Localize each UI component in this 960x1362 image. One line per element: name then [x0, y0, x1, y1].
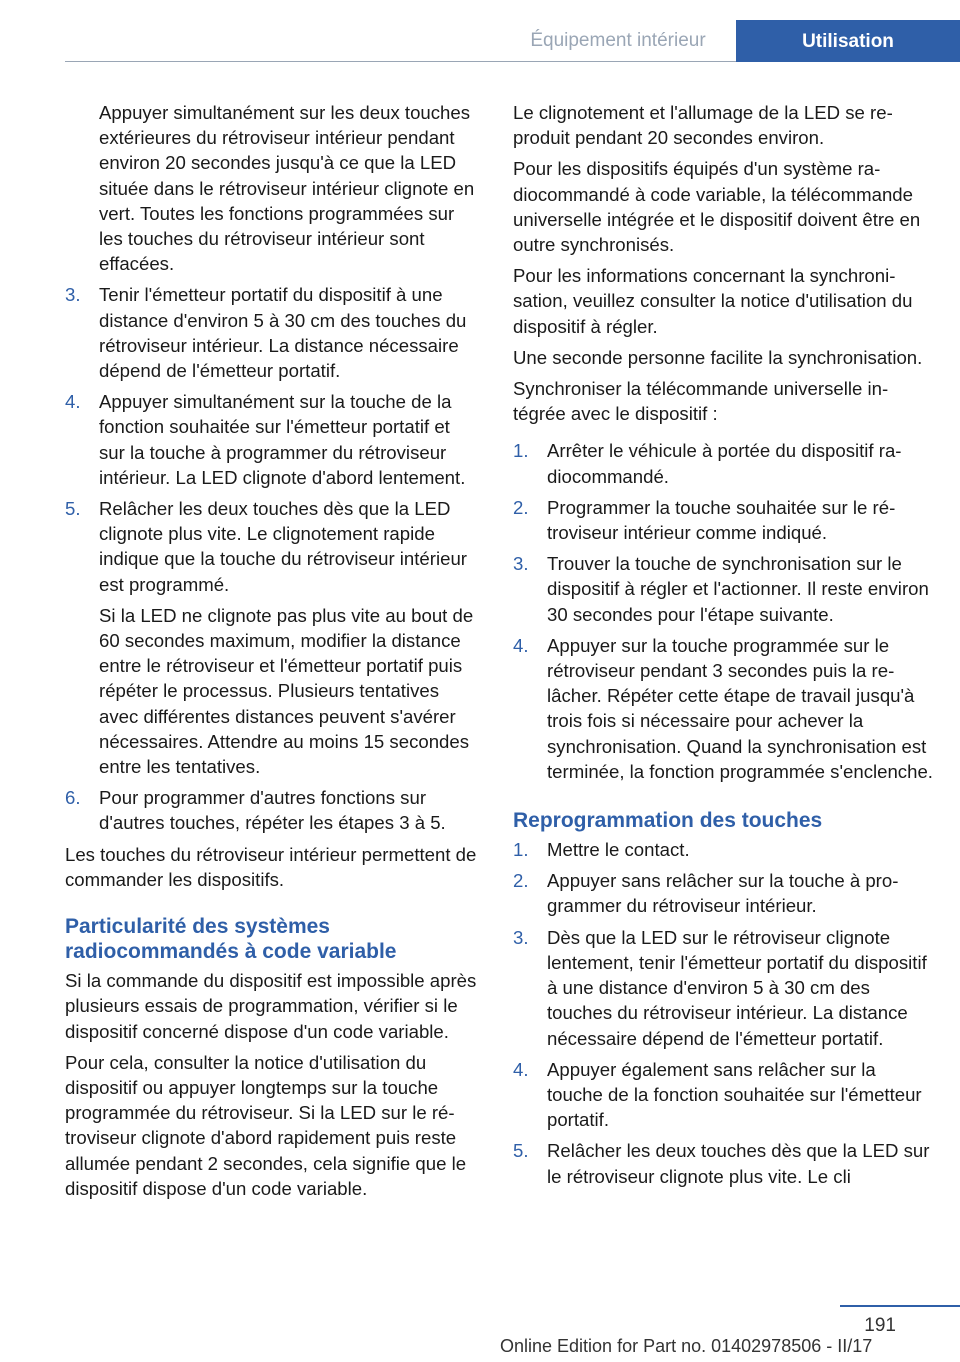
step-number: 5.	[513, 1140, 529, 1162]
step-number: 1.	[513, 839, 529, 861]
section-heading: Particularité des systèmes radiocommandés à code variable	[65, 915, 397, 964]
list-item	[65, 785, 480, 835]
body-paragraph: Le clignotement et l'allumage de la LED se reproduit pendant 20 secondes environ.	[513, 102, 893, 149]
body-paragraph: Pour cela, consulter la notice d'utilisation du dispositif ou appuyer longtemps sur la touche programmée du rétroviseur. Si la LED sur le rétroviseur clignote d'abord rapidement puis reste allumée pendant 2 secondes, cela signifie que le dispositif dispose d'un code variable.	[65, 1051, 467, 1199]
list-item	[513, 1138, 933, 1188]
body-paragraph: Si la commande du dispositif est impossible après plusieurs essais de programmation, vérifier si le dispositif concerné dispose d'un code variable.	[65, 970, 477, 1042]
step-number: 3.	[513, 926, 529, 948]
step-number: 1.	[513, 440, 529, 462]
step-number: 5.	[65, 498, 81, 520]
step-text: Programmer la touche souhaitée sur le rétroviseur intérieur comme indiqué.	[547, 496, 896, 544]
header-rule	[65, 61, 736, 62]
step-number: 2.	[513, 496, 529, 518]
right-column	[513, 100, 933, 1195]
list-item	[513, 551, 933, 627]
edition-label: Online Edition for Part no. 01402978506 - II/17	[500, 1336, 873, 1356]
list-item	[513, 633, 933, 784]
step-text: Appuyer sur la touche programmée sur le rétroviseur pendant 3 secondes puis la relâcher. Répéter cette étape de travail jusqu'à trois fois si nécessaire pour achever la synchronisation. Quand la synchronisation est terminée, la fonction programmée s'enclenche.	[547, 634, 933, 782]
step-text: Appuyer simultanément sur la touche de la fonction souhaitée sur l'émetteur portatif et sur la touche à programmer du rétroviseur intérieur. La LED clignote d'abord lentement.	[99, 391, 466, 488]
chapter-tab: Utilisation	[736, 20, 960, 62]
list-item	[513, 438, 933, 488]
body-paragraph: Pour les dispositifs équipés d'un système radiocommandé à code variable, la télécommande universelle intégrée et le dispositif doivent être en outre synchronisés.	[513, 158, 921, 256]
step-text: Dès que la LED sur le rétroviseur clignote lentement, tenir l'émetteur portatif du dispositif à une distance d'environ 5 à 30 cm des touches du rétroviseur intérieur. La distance nécessaire dépend de l'émetteur portatif.	[547, 926, 927, 1049]
step-number: 6.	[65, 787, 81, 809]
section-title: Équipement intérieur	[530, 30, 706, 51]
left-column	[65, 100, 480, 1207]
step-text: Arrêter le véhicule à portée du dispositif radiocommandé.	[547, 440, 902, 487]
step-number: 4.	[513, 634, 529, 656]
list-item	[65, 389, 480, 490]
list-item	[65, 496, 480, 779]
step-text: Mettre le contact.	[547, 839, 690, 861]
step-text: Relâcher les deux touches dès que la LED clignote plus vite. Le clignotement rapide indique que la touche du rétroviseur intérieur est programmé.	[99, 498, 467, 595]
intro-paragraph: Appuyer simultanément sur les deux touches extérieures du rétroviseur intérieur pendant environ 20 secondes jusqu'à ce que la LED située dans le rétroviseur intérieur clignote en vert. Toutes les fonctions programmées sur les touches du rétroviseur intérieur sont effacées.	[99, 102, 475, 275]
step-number: 4.	[513, 1058, 529, 1080]
section-heading: Reprogrammation des touches	[513, 809, 823, 833]
list-item	[513, 925, 933, 1051]
page-header	[0, 0, 960, 62]
list-item	[513, 837, 933, 862]
step-text: Relâcher les deux touches dès que la LED sur le rétroviseur clignote plus vite. Le cli	[547, 1140, 930, 1187]
step-number: 4.	[65, 391, 81, 413]
page-number: 191	[864, 1315, 896, 1336]
body-paragraph: Les touches du rétroviseur intérieur permettent de commander les dispositifs.	[65, 843, 477, 890]
body-paragraph: Synchroniser la télécommande universelle intégrée avec le dispositif :	[513, 378, 889, 425]
step-number: 2.	[513, 870, 529, 892]
step-text: Tenir l'émetteur portatif du dispositif à une distance d'environ 5 à 30 cm des touches du rétroviseur intérieur. La distance nécessaire dépend de l'émetteur portatif.	[99, 284, 467, 382]
step-text: Appuyer également sans relâcher sur la touche de la fonction souhaitée sur l'émetteur portatif.	[547, 1058, 922, 1131]
step-text: Pour programmer d'autres fonctions sur d'autres touches, répéter les étapes 3 à 5.	[99, 787, 446, 834]
step-number: 3.	[65, 284, 81, 306]
step-text: Appuyer sans relâcher sur la touche à programmer du rétroviseur intérieur.	[547, 870, 899, 917]
body-paragraph: Pour les informations concernant la synchronisation, veuillez consulter la notice d'utilisation du dispositif à régler.	[513, 265, 913, 337]
list-item	[513, 1057, 933, 1133]
body-paragraph: Une seconde personne facilite la synchronisation.	[513, 346, 923, 368]
list-item	[513, 868, 933, 918]
list-item	[65, 282, 480, 383]
step-number: 3.	[513, 553, 529, 575]
step-text: Trouver la touche de synchronisation sur le dispositif à régler et l'actionner. Il reste environ 30 secondes pour l'étape suivante.	[547, 553, 929, 625]
list-item	[513, 495, 933, 545]
footer-rule	[840, 1305, 960, 1307]
step-subtext: Si la LED ne clignote pas plus vite au bout de 60 secondes maximum, modifier la distance entre le rétroviseur et l'émetteur portatif puis répéter le processus. Plusieurs tentatives avec différentes distances peuvent s'avérer nécessaires. Attendre au moins 15 secondes entre les tentatives.	[99, 604, 474, 778]
